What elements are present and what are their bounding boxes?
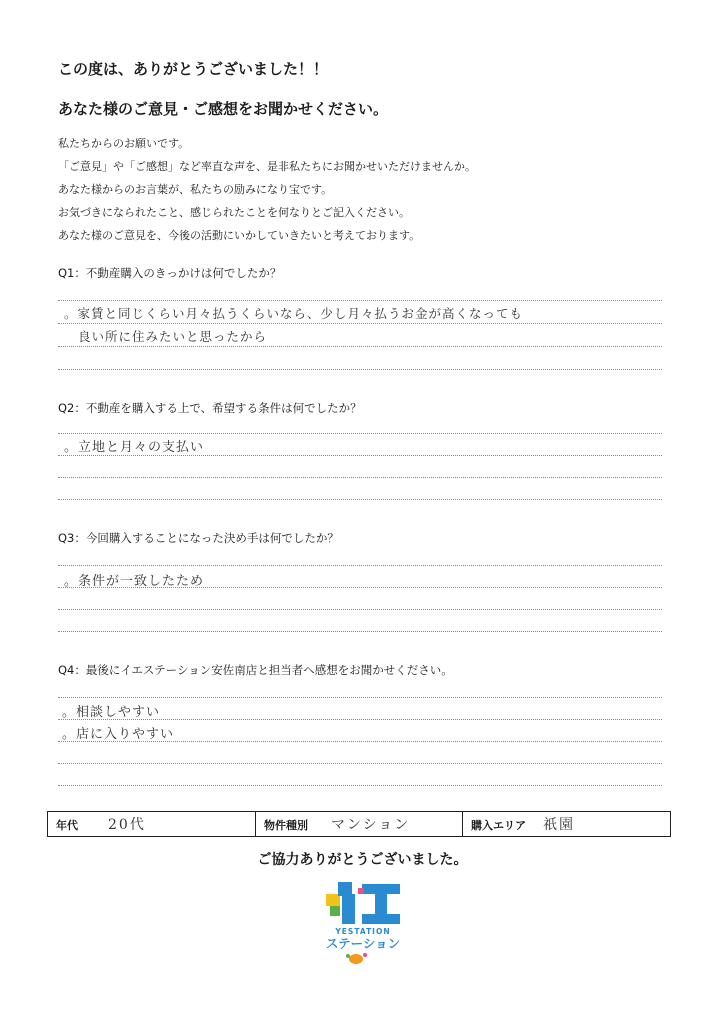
property-type-value: マンション [331, 817, 411, 833]
intro-line: 「ご意見」や「ご感想」など率直な声を、是非私たちにお聞かせいただけませんか。 [58, 160, 476, 173]
logo-block [358, 888, 364, 894]
yestation-logo [320, 880, 406, 970]
closing-message: ご協力ありがとうございました。 [257, 852, 468, 868]
purchase-area-label: 購入エリア [471, 819, 526, 832]
answer-line [58, 499, 662, 500]
answer-line [58, 300, 662, 301]
handwritten-answer: 。相談しやすい [62, 705, 161, 720]
answer-line [58, 565, 662, 566]
intro-line: お気づきになられたこと、感じられたことを何なりとご記入ください。 [58, 206, 410, 219]
answer-line [58, 477, 662, 478]
handwritten-answer: 良い所に住みたいと思ったから [78, 329, 268, 344]
age-cell [48, 812, 256, 836]
answer-line [58, 323, 662, 324]
intro-line: あなた様のご意見を、今後の活動にいかしていきたいと考えております。 [58, 229, 421, 242]
question-2-label: Q2：不動産を購入する上で、希望する条件は何でしたか？ [58, 401, 362, 415]
logo-mascot-dot [363, 953, 367, 957]
question-1-label: Q1：不動産購入のきっかけは何でしたか？ [58, 266, 282, 280]
logo-block [342, 894, 355, 924]
thanks-heading: この度は、ありがとうございました！！ [58, 60, 329, 78]
intro-line: あなた様からのお言葉が、私たちの励みになり宝です。 [58, 183, 333, 196]
logo-block [330, 906, 340, 916]
answer-line [58, 455, 662, 456]
answer-line [58, 609, 662, 610]
request-heading: あなた様のご意見・ご感想をお聞かせください。 [58, 100, 389, 118]
logo-block [338, 882, 352, 896]
logo-mascot [349, 954, 363, 964]
logo-mascot-dot [346, 954, 350, 958]
logo-subtext: YESTATION [335, 927, 391, 936]
logo-block [326, 894, 340, 906]
handwritten-answer: 。立地と月々の支払い [64, 440, 205, 455]
intro-line: 私たちからのお願いです。 [58, 137, 190, 150]
logo-block [375, 894, 387, 914]
handwritten-answer: 。条件が一致したため [64, 574, 205, 589]
purchase-area-value: 祇園 [543, 817, 575, 833]
property-type-cell [256, 812, 463, 836]
answer-line [58, 346, 662, 347]
respondent-info-table [47, 811, 671, 837]
answer-line [58, 433, 662, 434]
logo-block [362, 884, 400, 894]
purchase-area-cell [463, 812, 670, 836]
question-4-label: Q4：最後にイエステーション安佐南店と担当者へ感想をお聞かせください。 [58, 663, 453, 677]
answer-line [58, 763, 662, 764]
age-value: 20代 [108, 817, 146, 833]
property-type-label: 物件種別 [264, 819, 308, 832]
handwritten-answer: 。家賃と同じくらい月々払うくらいなら、少し月々払うお金が高くなっても [64, 306, 524, 321]
intro-text [58, 132, 476, 247]
answer-line [58, 369, 662, 370]
answer-line [58, 785, 662, 786]
answer-line [58, 631, 662, 632]
handwritten-answer: 。店に入りやすい [62, 727, 175, 742]
age-label: 年代 [56, 819, 78, 832]
answer-line [58, 697, 662, 698]
question-3-label: Q3：今回購入することになった決め手は何でしたか？ [58, 531, 339, 545]
logo-name: ステーション [325, 936, 401, 951]
logo-block [362, 914, 400, 924]
